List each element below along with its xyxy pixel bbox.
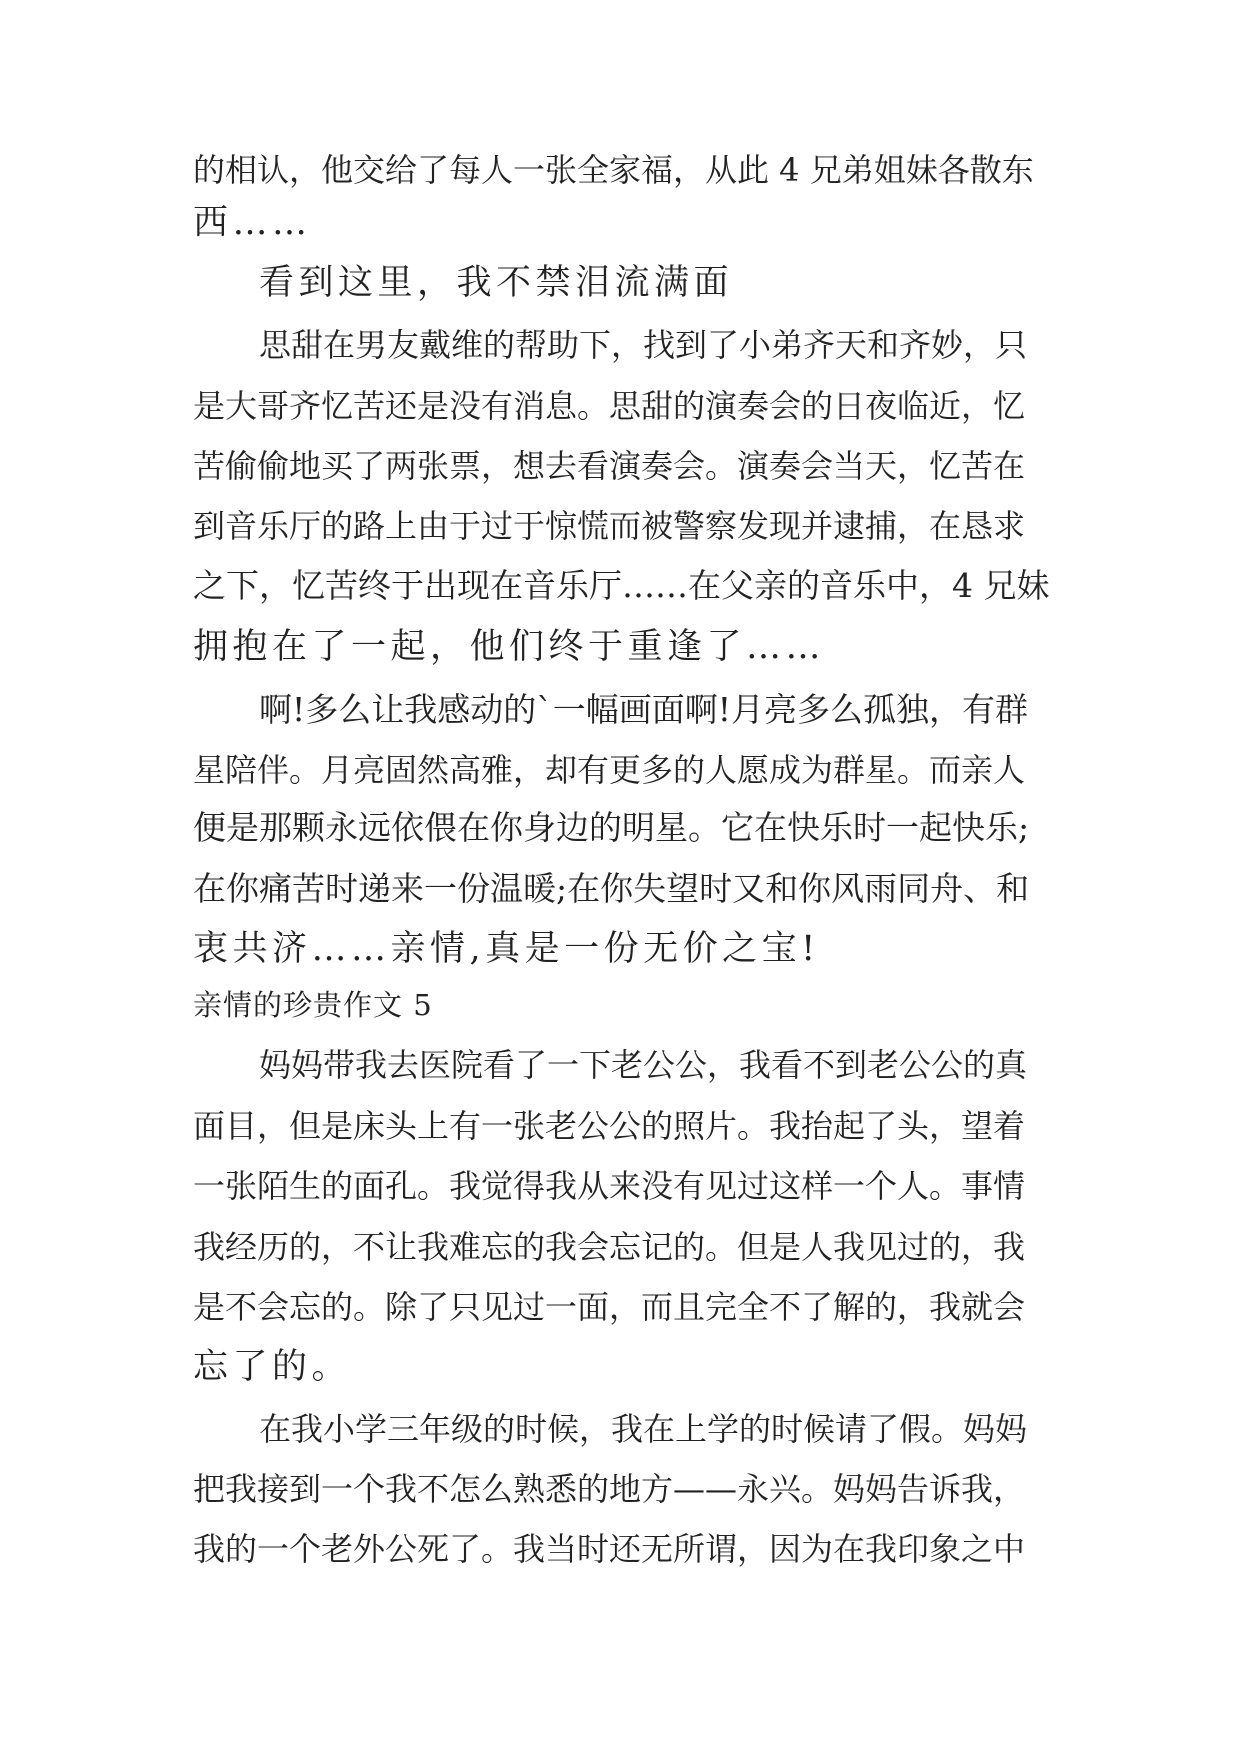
text-line: 到音乐厅的路上由于过于惊慌而被警察发现并逮捕，在恳求 (193, 507, 1026, 545)
text-line: 把我接到一个我不怎么熟悉的地方——永兴。妈妈告诉我， (193, 1470, 1026, 1508)
text-line: 思甜在男友戴维的帮助下，找到了小弟齐天和齐妙，只 (259, 326, 1028, 364)
text-line: 看到这里，我不禁泪流满面 (259, 263, 734, 303)
text-line: 面目，但是床头上有一张老公公的照片。我抬起了头，望着 (193, 1107, 1026, 1145)
text-line: 啊!多么让我感动的`一幅画面啊!月亮多么孤独，有群 (259, 690, 1029, 729)
text-line: 星陪伴。月亮固然高雅，却有更多的人愿成为群星。而亲人 (193, 751, 1026, 789)
text-line: 的相认，他交给了每人一张全家福，从此 4 兄弟姐妹各散东 (193, 151, 1034, 189)
text-line: 苦偷偷地买了两张票，想去看演奏会。演奏会当天，忆苦在 (193, 447, 1026, 485)
text-line: 在你痛苦时递来一份温暖;在你失望时又和你风雨同舟、和 (193, 869, 1030, 908)
text-line: 一张陌生的面孔。我觉得我从来没有见过这样一个人。事情 (193, 1167, 1026, 1205)
text-line: 我经历的，不让我难忘的我会忘记的。但是人我见过的，我 (193, 1228, 1026, 1266)
text-line: 在我小学三年级的时候，我在上学的时候请了假。妈妈 (259, 1410, 1028, 1448)
text-line: 拥抱在了一起，他们终于重逢了…… (193, 627, 826, 667)
text-line: 之下，忆苦终于出现在音乐厅……在父亲的音乐中，4 兄妹 (193, 566, 1050, 605)
text-line: 妈妈带我去医院看了一下老公公，我看不到老公公的真 (259, 1046, 1028, 1084)
text-line: 忘了的。 (193, 1347, 352, 1387)
text-line: 西…… (193, 203, 312, 243)
text-line: 便是那颗永远依偎在你身边的明星。它在快乐时一起快乐; (193, 808, 1030, 847)
text-line: 是大哥齐忆苦还是没有消息。思甜的演奏会的日夜临近，忆 (193, 387, 1026, 425)
text-line: 是不会忘的。除了只见过一面，而且完全不了解的，我就会 (193, 1288, 1026, 1326)
text-line: 衷共济……亲情,真是一份无价之宝! (193, 929, 820, 969)
section-heading: 亲情的珍贵作文 5 (193, 988, 433, 1022)
text-line: 我的一个老外公死了。我当时还无所谓，因为在我印象之中 (193, 1530, 1026, 1568)
